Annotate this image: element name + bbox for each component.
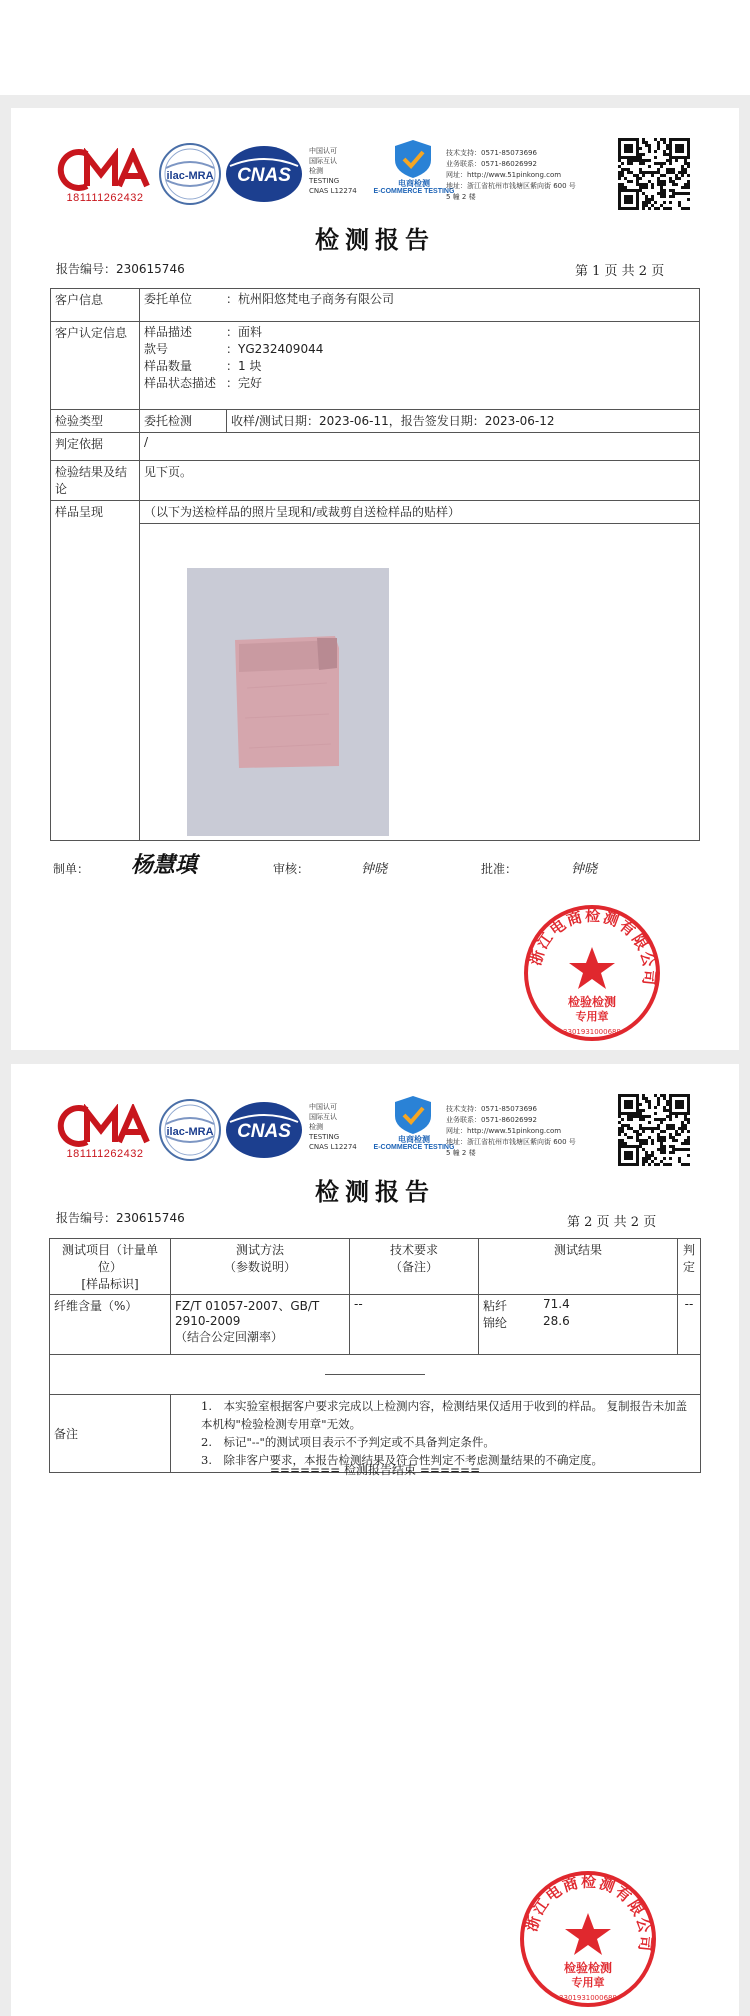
made-by-signature: 杨慧瑱: [131, 852, 198, 878]
cnas-text: CNAS: [237, 165, 291, 186]
result-cell: 粘纤 71.4 锦纶 28.6: [479, 1295, 678, 1355]
stamp-center-1: 检验检测: [567, 995, 617, 1009]
sample-label: 样品呈现: [51, 501, 140, 841]
col-result: 测试结果: [479, 1239, 678, 1295]
official-stamp: [522, 903, 662, 1047]
ilac-mra-logo: [158, 1098, 222, 1166]
cnas-logo: [224, 1100, 304, 1164]
test-type-cell: 委托检测 收样/测试日期：2023-06-11，报告签发日期：2023-06-12: [140, 410, 700, 433]
page-info: 第 1 页 共 2 页: [575, 264, 665, 279]
cma-number: 181111262432: [66, 1148, 144, 1160]
fabric-swatch-image: [187, 568, 389, 836]
cma-number: 181111262432: [66, 192, 144, 204]
report-number: 报告编号：230615746: [56, 1211, 185, 1225]
divider: [325, 1374, 425, 1375]
cma-logo: [57, 1104, 153, 1166]
stamp-ring-text: 浙江电商检测有限公司: [522, 1872, 655, 1954]
client-info-label: 客户信息: [51, 289, 140, 322]
cnas-logo: [224, 144, 304, 208]
client-name: ：杭州阳悠梵电子商务有限公司: [226, 292, 395, 306]
ecom-en-label: E-COMMERCE TESTING: [373, 188, 455, 195]
qr-code-icon: [618, 138, 690, 214]
results-header-row: [50, 1239, 701, 1295]
confirm-info-label: 客户认定信息: [51, 322, 140, 410]
ilac-mra-logo: [158, 142, 222, 210]
report-page-2: [11, 1064, 739, 2016]
table-row: [50, 1295, 701, 1355]
col-judgement: 判定: [678, 1239, 701, 1295]
recognition-text: 中国认可 国际互认 检测 TESTING CNAS L12274: [309, 1103, 357, 1151]
stamp-serial: 3301931000689: [559, 1994, 617, 2002]
result-label: 检验结果及结论: [51, 461, 140, 501]
report-end-line: ======= 检测报告结束 ======: [269, 1463, 481, 1477]
note-2: 2. 标记"--"的测试项目表示不予判定或不具备判定条件。: [201, 1435, 495, 1449]
ecom-cn-label: 电商检测: [398, 179, 430, 188]
judgement-cell: --: [678, 1295, 701, 1355]
page1-header: [11, 108, 739, 218]
recognition-text: 中国认可 国际互认 检测 TESTING CNAS L12274: [309, 147, 357, 195]
test-type-label: 检验类型: [51, 410, 140, 433]
contact-block: 技术支持：0571-85073696 业务联系：0571-86026992 网址：http://www.51pinkong.com 地址：浙江省杭州市钱塘区紫向街 600 号 5 幢 2 楼: [446, 1105, 576, 1157]
requirement-cell: --: [350, 1295, 479, 1355]
ilac-text: ilac-MRA: [166, 170, 214, 182]
col-method: 测试方法 （参数说明）: [171, 1239, 350, 1295]
cnas-text: CNAS: [237, 1121, 291, 1142]
sample-photo: [187, 568, 389, 836]
approve-label: 批准：: [481, 862, 518, 876]
page-title: 检测报告: [315, 225, 435, 254]
result-value: 见下页。: [140, 461, 700, 501]
separator-row: [50, 1355, 701, 1395]
stamp-ring-text: 浙江电商检测有限公司: [526, 906, 659, 988]
results-table: [49, 1238, 701, 1473]
style-number: ：YG232409044: [226, 342, 324, 356]
test-dates: 收样/测试日期：2023-06-11，报告签发日期：2023-06-12: [231, 414, 555, 428]
col-test-item: 测试项目（计量单位） [样品标识]: [50, 1239, 171, 1295]
basis-value: /: [140, 433, 700, 461]
test-item-cell: 纤维含量（%）: [50, 1295, 171, 1355]
page-title: 检测报告: [315, 1177, 435, 1206]
stamp-serial: 3301931000689: [563, 1028, 621, 1036]
note-3: 3. 除非客户要求，本报告检测结果及符合性判定不考虑测量结果的不确定度。: [201, 1453, 603, 1467]
stamp-center-2: 专用章: [571, 1976, 605, 1989]
ecom-en-label: E-COMMERCE TESTING: [373, 1144, 455, 1151]
page2-header: [11, 1064, 739, 1174]
report-page-1: [11, 108, 739, 1050]
basis-label: 判定依据: [51, 433, 140, 461]
stamp-center-2: 专用章: [575, 1010, 609, 1023]
confirm-info-cell: 样品描述 ：面料 款号 ：YG232409044 样品数量 ：1 块 样品状态描述 ：完好: [140, 322, 700, 410]
official-stamp: [518, 1869, 658, 2013]
method-cell: FZ/T 01057-2007、GB/T 2910-2009 （结合公定回潮率）: [171, 1295, 350, 1355]
ilac-text: ilac-MRA: [166, 1126, 214, 1138]
made-by-label: 制单：: [53, 862, 90, 876]
sample-note: （以下为送检样品的照片呈现和/或裁剪自送检样品的贴样）: [140, 501, 699, 524]
review-label: 审核：: [273, 862, 310, 876]
contact-block: 技术支持：0571-85073696 业务联系：0571-86026992 网址：http://www.51pinkong.com 地址：浙江省杭州市钱塘区紫向街 600 号 5 幢 2 楼: [446, 149, 576, 201]
qr-code-icon: [618, 1094, 690, 1170]
ecom-cn-label: 电商检测: [398, 1135, 430, 1144]
client-info-cell: 委托单位 ：杭州阳悠梵电子商务有限公司: [140, 289, 700, 322]
review-signature: 钟晓: [361, 862, 388, 877]
note-1: 1. 本实验室根据客户要求完成以上检测内容，检测结果仅适用于收到的样品。 复制报告未加盖本机构"检验检测专用章"无效。: [201, 1399, 688, 1431]
notes-label: 备注: [50, 1395, 171, 1473]
cma-logo: [57, 148, 153, 210]
approve-signature: 钟晓: [571, 862, 598, 877]
col-requirement: 技术要求 （备注）: [350, 1239, 479, 1295]
stamp-center-1: 检验检测: [563, 1961, 613, 1975]
report-number: 报告编号：230615746: [56, 262, 185, 276]
page-info: 第 2 页 共 2 页: [567, 1215, 657, 1230]
